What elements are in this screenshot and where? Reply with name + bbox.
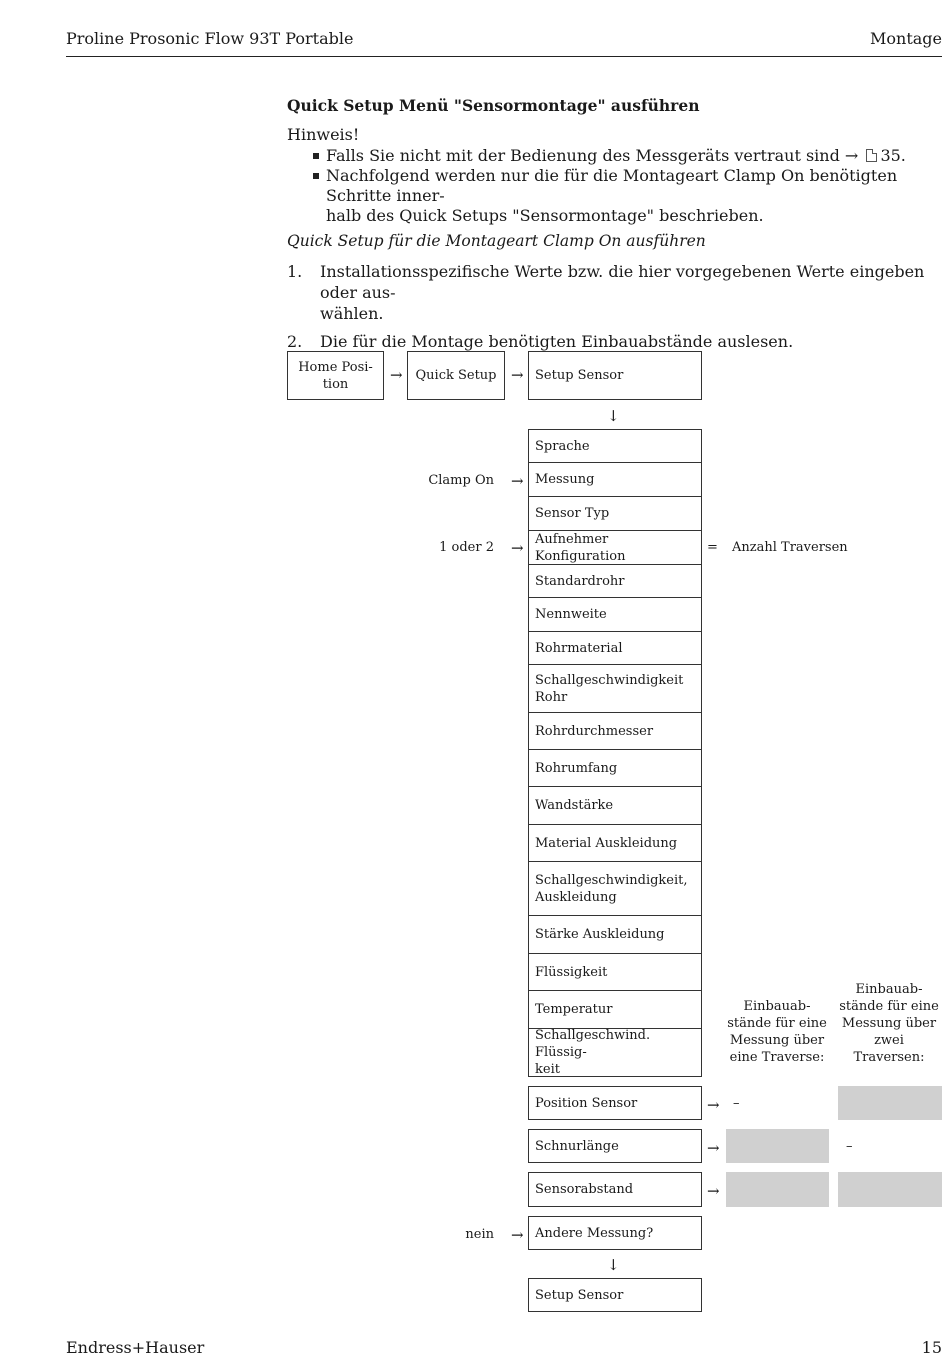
box-rohrdurchmesser-label: Rohrdurchmesser xyxy=(535,723,654,739)
box-wandstaerke xyxy=(528,786,702,825)
box-temperatur xyxy=(528,990,702,1029)
box-nennweite-label: Nennweite xyxy=(535,607,607,622)
box-home-line2: tion xyxy=(322,376,349,392)
step-item xyxy=(287,261,942,324)
box-fluessigkeit xyxy=(528,953,702,991)
box-schall-ausk-line1: Schallgeschwindigkeit, xyxy=(535,872,688,888)
box-nennweite xyxy=(528,597,702,632)
document-page-icon xyxy=(866,149,877,162)
page-number: 15 xyxy=(921,1338,942,1357)
note-bullet-2-line1: Nachfolgend werden nur die für die Montageart Clamp On benötigten Schritte inner- xyxy=(326,166,898,205)
box-messung-label: Messung xyxy=(535,472,595,487)
box-sensor-typ-label: Sensor Typ xyxy=(535,506,610,521)
label-1-oder-2: 1 oder 2 xyxy=(439,540,494,555)
box-andere-messung-label: Andere Messung? xyxy=(535,1225,654,1241)
note-bullets xyxy=(312,146,942,226)
gray-cell-one-traverse xyxy=(726,1172,829,1207)
box-rohrdurchmesser xyxy=(528,712,702,750)
box-home-line1: Home Posi- xyxy=(298,359,373,375)
arrow-right: → xyxy=(511,472,524,490)
box-sensorabstand xyxy=(528,1172,702,1207)
arrow-right: → xyxy=(707,1139,720,1157)
box-schall-fl-line2: keit xyxy=(535,1062,560,1077)
steps-list xyxy=(287,261,942,359)
note-bullet-2 xyxy=(312,166,942,226)
arrow-down: ↓ xyxy=(607,1256,620,1274)
box-aufnehmer-konfiguration-label: Aufnehmer Konfiguration xyxy=(535,531,626,564)
box-home-position xyxy=(287,351,384,400)
column-head-one-traverse xyxy=(726,998,828,1066)
note-bullet-2-line2: halb des Quick Setups "Sensormontage" beschrieben. xyxy=(326,206,764,225)
box-quick-setup xyxy=(407,351,505,400)
subsection-title: Quick Setup für die Montageart Clamp On ausführen xyxy=(287,232,706,250)
note-bullet-1-text: Falls Sie nicht mit der Bedienung des Messgeräts vertraut sind → xyxy=(326,146,859,165)
column-head-two-line: zwei xyxy=(874,1033,904,1048)
arrow-down: ↓ xyxy=(607,407,620,425)
step-text-line1: Die für die Montage benötigten Einbauabstände auslesen. xyxy=(320,332,794,351)
box-rohrumfang xyxy=(528,749,702,787)
note-bullet-1-page: 35. xyxy=(880,146,906,165)
arrow-right: → xyxy=(511,366,524,384)
section-title: Quick Setup Menü "Sensormontage" ausführen xyxy=(287,96,700,115)
gray-cell-two-traverses xyxy=(838,1172,942,1207)
box-sprache xyxy=(528,429,702,463)
box-schall-ausk-line2: Auskleidung xyxy=(535,889,617,905)
box-sensor-typ xyxy=(528,496,702,531)
box-setup-sensor-bottom xyxy=(528,1278,702,1312)
box-material-auskleidung xyxy=(528,824,702,862)
box-standardrohr xyxy=(528,564,702,598)
box-sprache-label: Sprache xyxy=(535,438,590,454)
column-head-one-line: Messung über xyxy=(729,1033,825,1048)
dash-one-traverse: – xyxy=(733,1096,740,1111)
step-item xyxy=(287,331,942,352)
box-setup-sensor-bottom-label: Setup Sensor xyxy=(535,1287,624,1303)
box-schallgeschwind-fluessigkeit xyxy=(528,1028,702,1077)
note-bullet-1 xyxy=(312,146,942,166)
label-anzahl-traversen: Anzahl Traversen xyxy=(732,540,848,555)
box-schnurlaenge xyxy=(528,1129,702,1163)
arrow-right: → xyxy=(511,539,524,557)
gray-cell-two-traverses xyxy=(838,1086,942,1120)
box-schnurlaenge-label: Schnurlänge xyxy=(535,1138,619,1154)
box-schallgeschwindigkeit-rohr xyxy=(528,664,702,713)
box-schall-rohr-line2: Rohr xyxy=(535,689,568,705)
box-schall-rohr-line1: Schallgeschwindigkeit xyxy=(535,672,684,688)
box-rohrmaterial xyxy=(528,631,702,665)
footer-brand: Endress+Hauser xyxy=(66,1338,205,1357)
dash-two-traverses: – xyxy=(846,1139,853,1154)
running-header-section: Montage xyxy=(870,29,942,48)
box-messung xyxy=(528,462,702,497)
arrow-right: → xyxy=(390,366,403,384)
box-sensorabstand-label: Sensorabstand xyxy=(535,1182,634,1197)
arrow-right: → xyxy=(511,1226,524,1244)
running-header-title: Proline Prosonic Flow 93T Portable xyxy=(66,29,354,48)
header-rule xyxy=(66,56,942,57)
box-position-sensor-label: Position Sensor xyxy=(535,1095,638,1111)
box-rohrumfang-label: Rohrumfang xyxy=(535,760,618,776)
box-setup-sensor-top xyxy=(528,351,702,400)
arrow-right: → xyxy=(707,1096,720,1114)
note-label: Hinweis! xyxy=(287,125,360,144)
column-head-two-traverses xyxy=(838,981,940,1066)
column-head-two-line: Traversen: xyxy=(853,1050,925,1065)
label-nein: nein xyxy=(465,1227,494,1242)
arrow-right: → xyxy=(707,1182,720,1200)
box-setup-sensor-top-label: Setup Sensor xyxy=(535,368,624,383)
box-rohrmaterial-label: Rohrmaterial xyxy=(535,640,623,656)
equals-sign: = xyxy=(707,540,718,555)
box-aufnehmer-konfiguration xyxy=(528,530,702,565)
gray-cell-one-traverse xyxy=(726,1129,829,1163)
box-quick-setup-label: Quick Setup xyxy=(415,368,497,383)
step-text-line2: wählen. xyxy=(320,304,384,323)
column-head-one-line: stände für eine xyxy=(727,1016,827,1031)
box-fluessigkeit-label: Flüssigkeit xyxy=(535,964,608,980)
box-wandstaerke-label: Wandstärke xyxy=(535,798,614,813)
box-schallgeschwindigkeit-auskleidung xyxy=(528,861,702,916)
column-head-one-line: eine Traverse: xyxy=(729,1050,825,1065)
box-position-sensor xyxy=(528,1086,702,1120)
column-head-two-line: Messung über xyxy=(841,1016,937,1031)
step-text-line1: Installationsspezifische Werte bzw. die hier vorgegebenen Werte eingeben oder aus- xyxy=(320,262,925,302)
step-number: 2. xyxy=(287,332,303,351)
box-schall-fl-line1: Schallgeschwind. Flüssig- xyxy=(535,1028,651,1060)
column-head-two-line: stände für eine xyxy=(839,999,939,1014)
box-staerke-auskleidung-label: Stärke Auskleidung xyxy=(535,927,665,942)
box-staerke-auskleidung xyxy=(528,915,702,954)
column-head-one-line: Einbauab- xyxy=(743,999,811,1014)
label-clamp-on: Clamp On xyxy=(428,473,494,488)
column-head-two-line: Einbauab- xyxy=(855,982,923,997)
box-standardrohr-label: Standardrohr xyxy=(535,573,625,589)
box-andere-messung xyxy=(528,1216,702,1250)
box-temperatur-label: Temperatur xyxy=(535,1002,613,1017)
box-material-auskleidung-label: Material Auskleidung xyxy=(535,835,678,851)
step-number: 1. xyxy=(287,262,303,281)
